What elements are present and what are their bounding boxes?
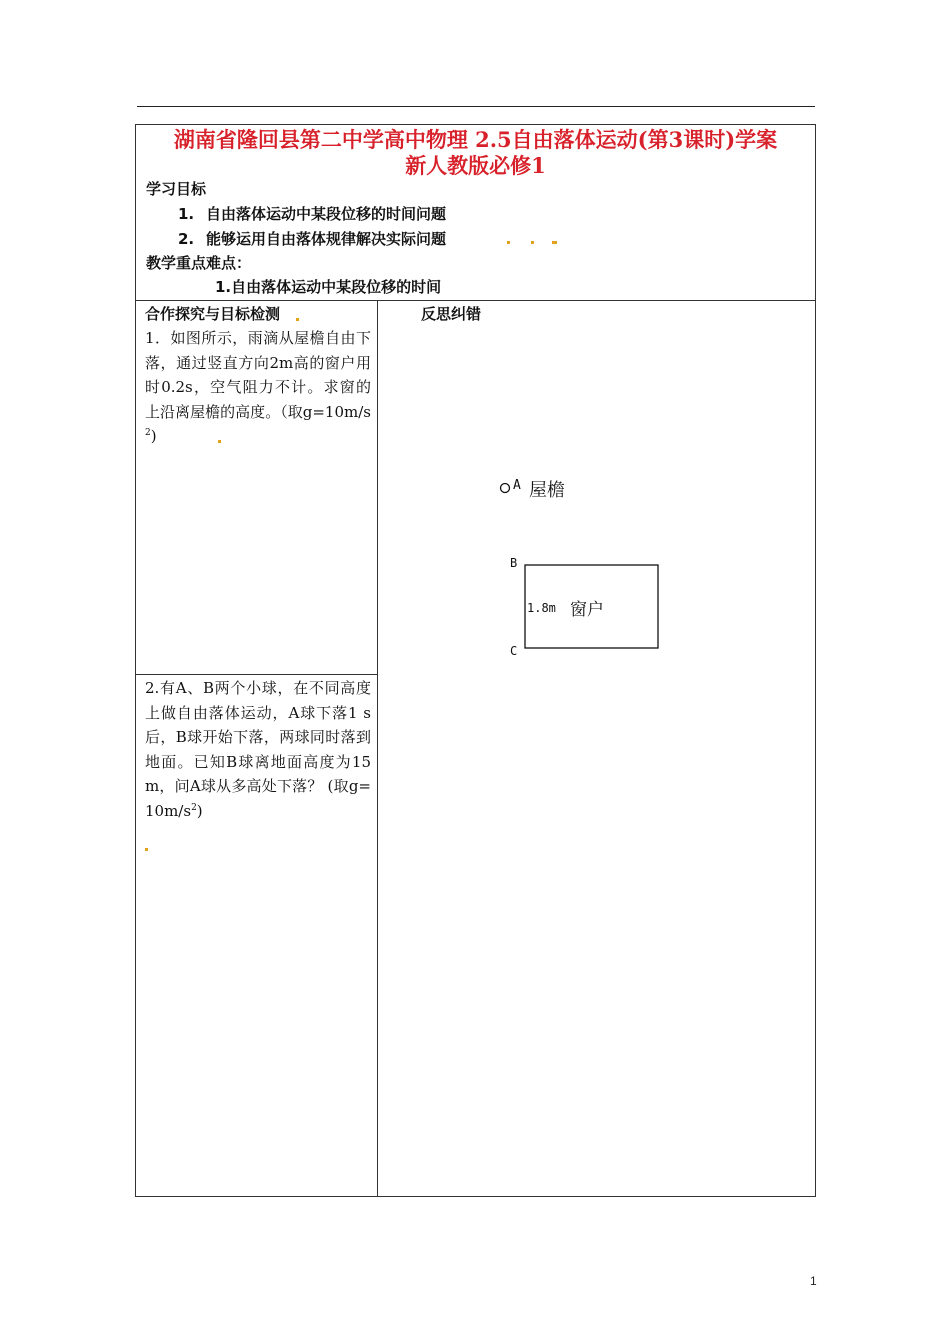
column-divider xyxy=(377,301,378,1197)
marker-dot xyxy=(145,848,148,851)
marker-dot xyxy=(552,241,557,244)
problem-1-superscript: 2 xyxy=(145,428,151,438)
eave-label: 屋檐 xyxy=(529,480,565,501)
key-points-label: 教学重点难点： xyxy=(146,254,252,272)
window-label: 窗户 xyxy=(570,600,604,620)
document-title-line1: 湖南省隆回县第二中学高中物理 2.5自由落体运动(第3课时)学案 xyxy=(173,127,778,152)
raindrop-circle-icon xyxy=(501,484,510,493)
header-section xyxy=(136,125,815,301)
objective-1-number: 1. xyxy=(178,205,195,223)
left-column-header: 合作探究与目标检测 xyxy=(145,305,281,323)
point-b-label: B xyxy=(510,556,518,570)
objective-1-text: 自由落体运动中某段位移的时间问题 xyxy=(206,205,447,223)
page-number: 1 xyxy=(810,1274,817,1288)
point-a-label: A xyxy=(513,478,521,493)
marker-dot xyxy=(218,440,221,443)
objective-2-number: 2. xyxy=(178,230,195,248)
problem-2 xyxy=(145,676,371,823)
document-title-line2: 新人教版必修1 xyxy=(405,153,546,178)
objectives-label: 学习目标 xyxy=(146,180,207,198)
row-divider xyxy=(136,674,377,675)
point-c-label: C xyxy=(510,644,518,658)
right-column-header: 反思纠错 xyxy=(421,305,482,323)
marker-dot xyxy=(296,318,299,321)
key-point-1: 1.自由落体运动中某段位移的时间 xyxy=(215,278,442,296)
marker-dot xyxy=(531,241,534,244)
worksheet-table xyxy=(135,124,816,1197)
marker-dot xyxy=(507,241,510,244)
objective-2-text: 能够运用自由落体规律解决实际问题 xyxy=(206,230,447,248)
header-rule xyxy=(137,106,815,107)
problem-2-text: 2.有A、B两个小球，在不同高度上做自由落体运动，A球下落1 s后，B球开始下落，两球同时落到地面。已知B球离地面高度为15m，问A球从多高处下落？ (取g=10m/s xyxy=(145,679,371,820)
problem-1 xyxy=(145,326,371,449)
height-label: 1.8m xyxy=(527,601,556,615)
problem-1-close: ) xyxy=(150,427,157,445)
diagram-graphics xyxy=(498,465,678,665)
problem-2-close: ) xyxy=(196,801,203,820)
window-diagram xyxy=(498,465,678,665)
problem-2-superscript: 2 xyxy=(191,802,197,813)
problem-1-text: 1．如图所示，雨滴从屋檐自由下落，通过竖直方向2m高的窗户用时0.2s，空气阻力不计。求窗的上沿离屋檐的高度。（取g=10m/s xyxy=(145,329,371,421)
